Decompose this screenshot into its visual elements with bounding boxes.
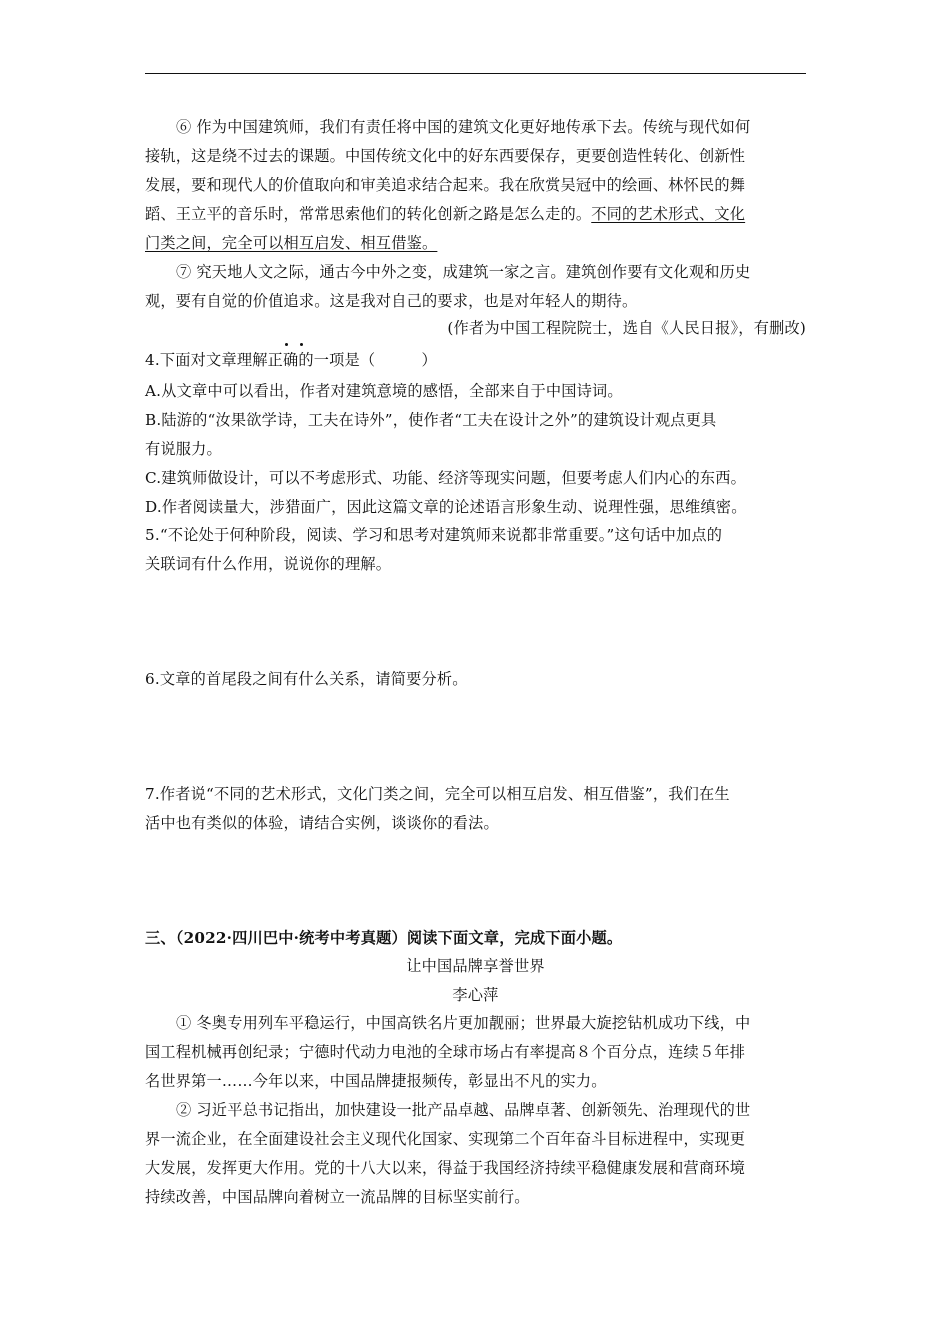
paragraph-7-line: 观，要有自觉的价值追求。这是我对自己的要求，也是对年轻人的期待。 xyxy=(145,292,638,310)
source-note: (作者为中国工程院院士，选自《人民日报》，有删改) xyxy=(447,319,806,337)
question-4-option-c: C.建筑师做设计，可以不考虑形式、功能、经济等现实问题，但要考虑人们内心的东西。 xyxy=(145,469,747,487)
article-paragraph-1-line: 名世界第一……今年以来，中国品牌捷报频传，彰显出不凡的实力。 xyxy=(145,1072,607,1090)
emphasis-dot xyxy=(285,343,288,346)
paragraph-6-line: ⑥ 作为中国建筑师，我们有责任将中国的建筑文化更好地传承下去。传统与现代如何 xyxy=(176,118,751,136)
question-4-option-b: B.陆游的“汝果欲学诗，工夫在诗外”，使作者“工夫在设计之外”的建筑设计观点更具 xyxy=(145,411,717,429)
question-7: 7.作者说“不同的艺术形式，文化门类之间，完全可以相互启发、相互借鉴”，我们在生 xyxy=(145,785,730,803)
article-title: 让中国品牌享誉世界 xyxy=(406,957,545,975)
paragraph-6-line xyxy=(145,233,806,253)
paragraph-7-line: ⑦ 究天地人文之际，通古今中外之变，成建筑一家之言。建筑创作要有文化观和历史 xyxy=(176,263,751,281)
paragraph-6-text: 蹈、王立平的音乐时，常常思索他们的转化创新之路是怎么走的。 xyxy=(145,205,592,223)
article-paragraph-1-line: ① 冬奥专用列车平稳运行，中国高铁名片更加靓丽；世界最大旋挖钻机成功下线，中 xyxy=(176,1014,751,1032)
article-paragraph-2-line: 界一流企业，在全面建设社会主义现代化国家、实现第二个百年奋斗目标进程中，实现更 xyxy=(145,1130,746,1148)
paragraph-6-line xyxy=(145,204,806,224)
article-paragraph-1-line: 国工程机械再创纪录；宁德时代动力电池的全球市场占有率提高８个百分点，连续５年排 xyxy=(145,1043,746,1061)
question-5: 关联词有什么作用，说说你的理解。 xyxy=(145,555,392,573)
paragraph-6-line: 发展，要和现代人的价值取向和审美追求结合起来。我在欣赏吴冠中的绘画、林怀民的舞 xyxy=(145,176,746,194)
underlined-sentence: 不同的艺术形式、文化 xyxy=(591,205,746,223)
article-paragraph-2-line: 持续改善，中国品牌向着树立一流品牌的目标坚实前行。 xyxy=(145,1188,530,1206)
paragraph-6-line: 接轨，这是绕不过去的课题。中国传统文化中的好东西要保存，更要创造性转化、创新性 xyxy=(145,147,746,165)
question-4-option-b: 有说服力。 xyxy=(145,440,222,458)
article-paragraph-2-line: ② 习近平总书记指出，加快建设一批产品卓越、品牌卓著、创新领先、治理现代的世 xyxy=(176,1101,751,1119)
question-4-stem: 4.下面对文章理解正确的一项是（ ） xyxy=(145,351,437,369)
question-4-option-d: D.作者阅读量大，涉猎面广，因此这篇文章的论述语言形象生动、说理性强，思维缜密。 xyxy=(145,498,747,516)
underlined-sentence: 门类之间，完全可以相互启发、相互借鉴。 xyxy=(145,234,438,252)
header-rule xyxy=(145,73,806,74)
article-paragraph-2-line: 大发展，发挥更大作用。党的十八大以来，得益于我国经济持续平稳健康发展和营商环境 xyxy=(145,1159,746,1177)
question-7: 活中也有类似的体验，请结合实例，谈谈你的看法。 xyxy=(145,814,499,832)
question-5: 5.“不论处于何种阶段，阅读、学习和思考对建筑师来说都非常重要。”这句话中加点的 xyxy=(145,526,723,544)
question-6: 6.文章的首尾段之间有什么关系，请简要分析。 xyxy=(145,670,468,688)
question-4-option-a: A.从文章中可以看出，作者对建筑意境的感悟，全部来自于中国诗词。 xyxy=(145,382,623,400)
emphasis-dot xyxy=(300,343,303,346)
article-author: 李心萍 xyxy=(452,986,499,1004)
section-3-heading: 三、（2022·四川巴中·统考中考真题）阅读下面文章，完成下面小题。 xyxy=(145,929,623,947)
